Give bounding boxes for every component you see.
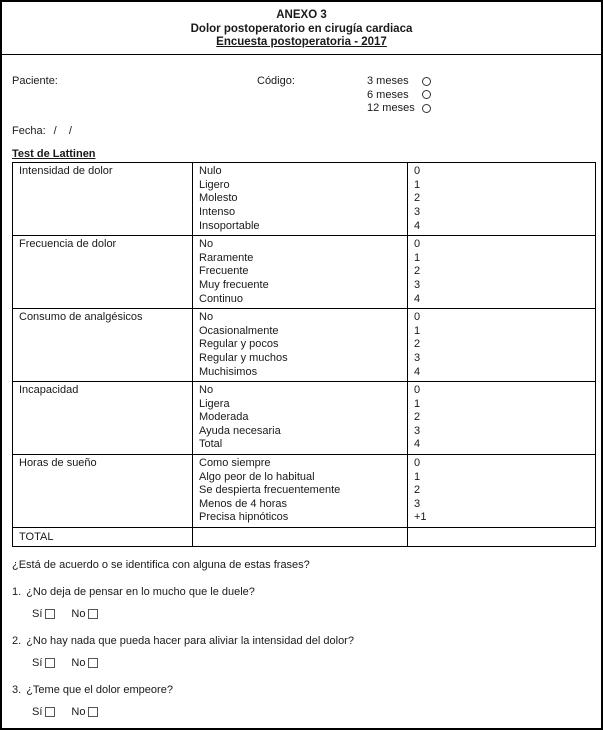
question-text: ¿Teme que el dolor empeore? (26, 684, 173, 697)
option-label: Muchisimos (199, 365, 258, 378)
test-row (13, 455, 596, 528)
score-value: 1 (414, 397, 421, 410)
score-value: 4 (414, 292, 421, 305)
code-option-radio[interactable] (422, 77, 431, 86)
code-option-label: 6 meses (367, 88, 409, 101)
option-label: Ligero (199, 178, 230, 191)
score-value: 3 (414, 278, 421, 291)
form-title: ANEXO 3 (276, 9, 327, 21)
yes-label: Sí (32, 706, 43, 719)
score-value: 2 (414, 265, 421, 278)
category-cell: Consumo de analgésicos (13, 309, 193, 382)
question-text: ¿No hay nada que pueda hacer para aliviar la intensidad del dolor? (26, 635, 354, 648)
yes-checkbox[interactable] (45, 658, 55, 668)
option-label: Nulo (199, 165, 222, 178)
code-option-row (367, 102, 431, 116)
form-subtitle: Dolor postoperatorio en cirugía cardiaca (190, 22, 413, 35)
no-label: No (71, 706, 86, 719)
score-value: 4 (414, 438, 421, 451)
yes-checkbox[interactable] (45, 707, 55, 717)
option-label: Muy frecuente (199, 278, 269, 291)
scores-cell (408, 309, 596, 382)
test-row (13, 382, 596, 455)
score-value: 1 (414, 324, 421, 337)
option-label: Precisa hipnóticos (199, 511, 289, 524)
total-label-cell: TOTAL (13, 528, 193, 547)
score-value: 0 (414, 457, 421, 470)
option-label: Ligera (199, 397, 230, 410)
question-text: ¿No deja de pensar en lo mucho que le duele? (26, 586, 255, 599)
form-edition: Encuesta postoperatoria - 2017 (216, 36, 387, 49)
yes-checkbox[interactable] (45, 609, 55, 619)
yes-no-row (32, 706, 591, 718)
option-label: Ocasionalmente (199, 324, 279, 337)
category-cell: Frecuencia de dolor (13, 236, 193, 309)
questions-list (2, 586, 601, 718)
score-value: 2 (414, 484, 421, 497)
code-option-row (367, 75, 431, 89)
options-cell (193, 163, 408, 236)
score-value: 2 (414, 411, 421, 424)
score-value: 3 (414, 424, 421, 437)
score-value: 2 (414, 192, 421, 205)
score-value: 1 (414, 251, 421, 264)
code-option-row (367, 88, 431, 102)
no-checkbox[interactable] (88, 609, 98, 619)
no-label: No (71, 608, 86, 621)
scores-cell (408, 382, 596, 455)
option-label: Molesto (199, 192, 238, 205)
options-cell (193, 382, 408, 455)
option-label: Insoportable (199, 219, 260, 232)
patient-code-row (12, 75, 591, 116)
score-value: 3 (414, 205, 421, 218)
patient-label: Paciente: (12, 74, 58, 87)
form-header (2, 2, 601, 50)
question-number: 1. (12, 586, 22, 599)
option-label: No (199, 311, 214, 324)
scores-cell (408, 163, 596, 236)
no-checkbox[interactable] (88, 707, 98, 717)
score-value: 1 (414, 470, 421, 483)
code-option-radio[interactable] (422, 90, 431, 99)
scores-cell (408, 236, 596, 309)
code-option-label: 3 meses (367, 75, 409, 88)
option-label: No (199, 238, 214, 251)
option-label: Ayuda necesaria (199, 424, 281, 437)
total-row (13, 528, 596, 547)
total-score-cell (408, 528, 596, 547)
test-row (13, 236, 596, 309)
question-item (12, 586, 591, 598)
score-value: 1 (414, 178, 421, 191)
no-label: No (71, 657, 86, 670)
code-radio-group (367, 75, 431, 116)
questions-intro: ¿Está de acuerdo o se identifica con alguna de estas frases? (12, 559, 310, 572)
question-number: 3. (12, 684, 22, 697)
option-label: Raramente (199, 251, 254, 264)
option-label: Moderada (199, 411, 249, 424)
question-item (12, 684, 591, 696)
option-label: Total (199, 438, 223, 451)
yes-label: Sí (32, 657, 43, 670)
category-cell: Intensidad de dolor (13, 163, 193, 236)
score-value: +1 (414, 511, 427, 524)
option-label: No (199, 384, 214, 397)
test-row (13, 163, 596, 236)
options-cell (193, 309, 408, 382)
date-label: Fecha: (12, 125, 46, 138)
score-value: 0 (414, 238, 421, 251)
date-value: / / (53, 125, 72, 138)
option-label: Se despierta frecuentemente (199, 484, 341, 497)
question-number: 2. (12, 635, 22, 648)
header-divider (2, 54, 601, 55)
option-label: Regular y pocos (199, 338, 279, 351)
question-item (12, 635, 591, 647)
score-value: 4 (414, 365, 421, 378)
category-cell: Incapacidad (13, 382, 193, 455)
score-value: 3 (414, 351, 421, 364)
score-value: 0 (414, 165, 421, 178)
score-value: 3 (414, 497, 421, 510)
lattinen-table-body (13, 163, 596, 547)
option-label: Algo peor de lo habitual (199, 470, 315, 483)
option-label: Menos de 4 horas (199, 497, 288, 510)
score-value: 4 (414, 219, 421, 232)
score-value: 0 (414, 384, 421, 397)
test-row (13, 309, 596, 382)
option-label: Frecuente (199, 265, 249, 278)
test-title: Test de Lattinen (12, 148, 96, 161)
yes-no-row (32, 608, 591, 620)
total-options-cell (193, 528, 408, 547)
yes-label: Sí (32, 608, 43, 621)
options-cell (193, 455, 408, 528)
option-label: Como siempre (199, 457, 271, 470)
code-label: Código: (257, 74, 295, 87)
option-label: Regular y muchos (199, 351, 288, 364)
scores-cell (408, 455, 596, 528)
no-checkbox[interactable] (88, 658, 98, 668)
yes-no-row (32, 657, 591, 669)
date-row (12, 125, 591, 137)
category-cell: Horas de sueño (13, 455, 193, 528)
lattinen-table (12, 162, 596, 547)
score-value: 2 (414, 338, 421, 351)
options-cell (193, 236, 408, 309)
option-label: Continuo (199, 292, 244, 305)
code-option-label: 12 meses (367, 102, 415, 115)
option-label: Intenso (199, 205, 236, 218)
score-value: 0 (414, 311, 421, 324)
code-option-radio[interactable] (422, 104, 431, 113)
